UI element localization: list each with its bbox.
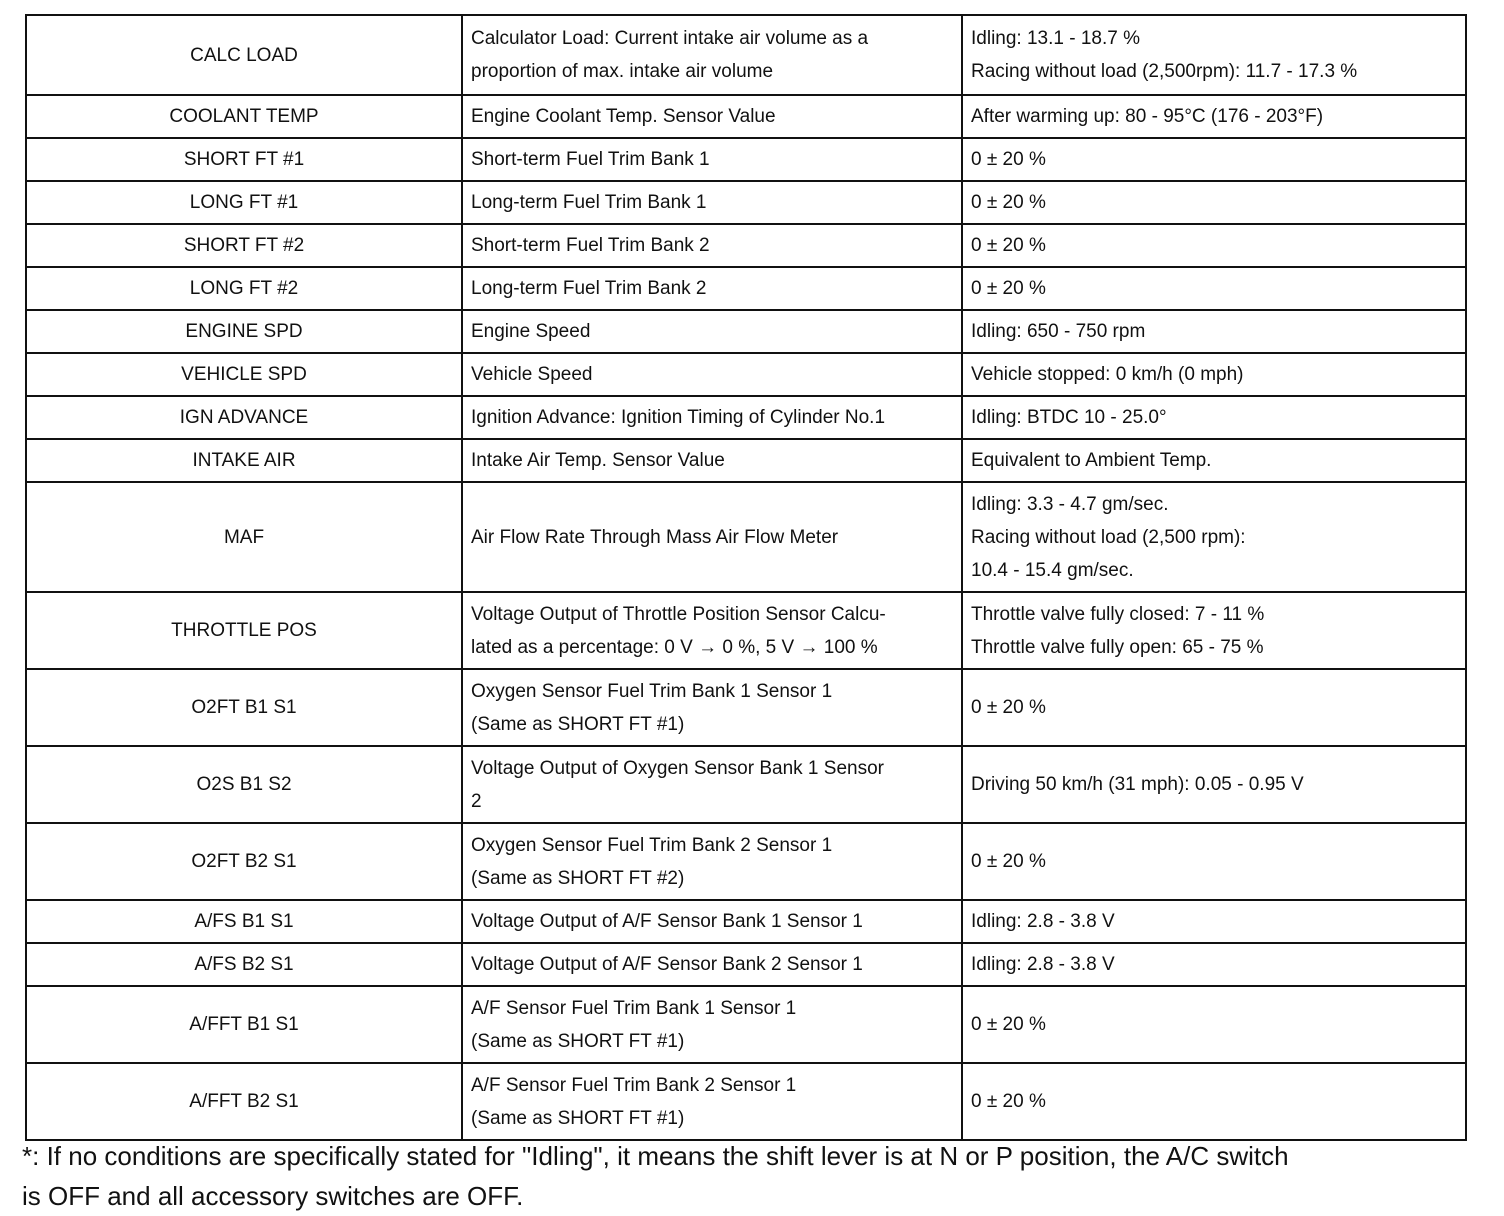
item-name: LONG FT #2	[189, 278, 299, 299]
footnote-line: *: If no conditions are specifically stated for "Idling", it means the shift lever is at N or P position, the A/C switch	[22, 1141, 1289, 1171]
description-cell	[462, 482, 962, 592]
description-cell	[462, 943, 962, 986]
item-name-cell	[26, 224, 462, 267]
description-cell	[462, 746, 962, 823]
description-line: Voltage Output of Oxygen Sensor Bank 1 Sensor	[471, 757, 884, 779]
description-line: Air Flow Rate Through Mass Air Flow Meter	[471, 526, 839, 548]
table-row	[26, 482, 1466, 592]
normal-condition-cell	[962, 95, 1466, 138]
description-cell	[462, 1063, 962, 1140]
description-line: Long-term Fuel Trim Bank 1	[471, 192, 707, 213]
normal-condition-cell	[962, 823, 1466, 900]
table-row	[26, 396, 1466, 439]
description-line: Oxygen Sensor Fuel Trim Bank 1 Sensor 1	[471, 680, 833, 702]
normal-condition-line: 0 ± 20 %	[971, 697, 1046, 718]
description-cell	[462, 353, 962, 396]
item-name: VEHICLE SPD	[181, 364, 307, 385]
item-name: O2FT B2 S1	[191, 851, 297, 872]
description-cell	[462, 986, 962, 1063]
item-name: THROTTLE POS	[171, 620, 317, 641]
item-name: CALC LOAD	[190, 44, 298, 66]
item-name-cell	[26, 95, 462, 138]
description-line: Intake Air Temp. Sensor Value	[471, 450, 725, 471]
description-cell	[462, 592, 962, 669]
normal-condition-line: After warming up: 80 - 95°C (176 - 203°F)	[971, 106, 1324, 127]
item-name-cell	[26, 592, 462, 669]
normal-condition-line: 0 ± 20 %	[971, 1091, 1046, 1112]
description-line: proportion of max. intake air volume	[471, 61, 774, 82]
table-body	[26, 15, 1466, 1140]
normal-condition-line: 0 ± 20 %	[971, 235, 1046, 256]
item-name-cell	[26, 138, 462, 181]
table-row	[26, 823, 1466, 900]
description-line: A/F Sensor Fuel Trim Bank 2 Sensor 1	[471, 1074, 797, 1096]
table-row	[26, 900, 1466, 943]
item-name-cell	[26, 439, 462, 482]
item-name: COOLANT TEMP	[169, 106, 319, 127]
normal-condition-line: Idling: BTDC 10 - 25.0°	[971, 407, 1167, 428]
item-name: A/FS B1 S1	[194, 911, 294, 932]
item-name: ENGINE SPD	[185, 321, 303, 342]
normal-condition-cell	[962, 310, 1466, 353]
description-cell	[462, 310, 962, 353]
description-line: lated as a percentage: 0 V → 0 %, 5 V → 100 %	[471, 636, 878, 658]
table-row	[26, 267, 1466, 310]
item-name: IGN ADVANCE	[179, 407, 309, 428]
normal-condition-line: 0 ± 20 %	[971, 851, 1046, 872]
description-cell	[462, 138, 962, 181]
normal-condition-cell	[962, 943, 1466, 986]
description-cell	[462, 439, 962, 482]
normal-condition-line: 0 ± 20 %	[971, 149, 1046, 170]
normal-condition-line: Idling: 650 - 750 rpm	[971, 321, 1146, 342]
item-name: O2S B1 S2	[196, 774, 292, 795]
table-row	[26, 592, 1466, 669]
normal-condition-line: 10.4 - 15.4 gm/sec.	[971, 559, 1134, 581]
normal-condition-cell	[962, 986, 1466, 1063]
normal-condition-line: Idling: 13.1 - 18.7 %	[971, 28, 1140, 49]
normal-condition-cell	[962, 669, 1466, 746]
item-name: A/FS B2 S1	[194, 954, 294, 975]
description-cell	[462, 181, 962, 224]
description-cell	[462, 267, 962, 310]
description-cell	[462, 95, 962, 138]
description-cell	[462, 669, 962, 746]
table-row	[26, 224, 1466, 267]
item-name-cell	[26, 482, 462, 592]
table-row	[26, 439, 1466, 482]
normal-condition-line: Racing without load (2,500rpm): 11.7 - 17.3 %	[971, 61, 1358, 82]
normal-condition-line: 0 ± 20 %	[971, 1014, 1046, 1035]
table-row	[26, 15, 1466, 95]
item-name: INTAKE AIR	[192, 450, 296, 471]
description-cell	[462, 396, 962, 439]
table-row	[26, 310, 1466, 353]
description-cell	[462, 823, 962, 900]
table-row	[26, 669, 1466, 746]
normal-condition-line: Idling: 3.3 - 4.7 gm/sec.	[971, 493, 1169, 515]
data-list-table	[25, 14, 1467, 1141]
table-row	[26, 353, 1466, 396]
item-name-cell	[26, 943, 462, 986]
description-line: Short-term Fuel Trim Bank 1	[471, 149, 710, 170]
description-line: (Same as SHORT FT #2)	[471, 867, 685, 889]
item-name: A/FFT B2 S1	[189, 1091, 299, 1112]
normal-condition-cell	[962, 592, 1466, 669]
item-name: O2FT B1 S1	[191, 697, 297, 718]
description-line: Voltage Output of A/F Sensor Bank 2 Sensor 1	[471, 954, 863, 975]
item-name-cell	[26, 900, 462, 943]
normal-condition-cell	[962, 181, 1466, 224]
normal-condition-line: Idling: 2.8 - 3.8 V	[971, 911, 1115, 932]
normal-condition-line: Driving 50 km/h (31 mph): 0.05 - 0.95 V	[971, 774, 1304, 795]
description-line: Ignition Advance: Ignition Timing of Cylinder No.1	[471, 407, 886, 428]
item-name-cell	[26, 1063, 462, 1140]
description-line: Oxygen Sensor Fuel Trim Bank 2 Sensor 1	[471, 834, 833, 856]
normal-condition-cell	[962, 15, 1466, 95]
item-name-cell	[26, 823, 462, 900]
item-name-cell	[26, 15, 462, 95]
table-row	[26, 181, 1466, 224]
item-name-cell	[26, 396, 462, 439]
normal-condition-cell	[962, 224, 1466, 267]
description-line: (Same as SHORT FT #1)	[471, 1107, 685, 1129]
normal-condition-cell	[962, 1063, 1466, 1140]
description-line: Vehicle Speed	[471, 364, 593, 385]
description-line: (Same as SHORT FT #1)	[471, 1030, 685, 1052]
item-name: A/FFT B1 S1	[189, 1014, 299, 1035]
item-name: SHORT FT #1	[183, 149, 305, 170]
description-line: Short-term Fuel Trim Bank 2	[471, 235, 710, 256]
normal-condition-line: Throttle valve fully closed: 7 - 11 %	[971, 603, 1265, 625]
table-row	[26, 138, 1466, 181]
normal-condition-cell	[962, 746, 1466, 823]
description-cell	[462, 900, 962, 943]
normal-condition-cell	[962, 396, 1466, 439]
table-row	[26, 986, 1466, 1063]
item-name-cell	[26, 746, 462, 823]
footnote-line: is OFF and all accessory switches are OFF.	[22, 1181, 524, 1211]
table-row	[26, 1063, 1466, 1140]
description-cell	[462, 15, 962, 95]
normal-condition-cell	[962, 267, 1466, 310]
footnote	[22, 1136, 1482, 1216]
normal-condition-line: Throttle valve fully open: 65 - 75 %	[971, 636, 1264, 658]
item-name: LONG FT #1	[189, 192, 299, 213]
normal-condition-line: Racing without load (2,500 rpm):	[971, 526, 1246, 548]
normal-condition-line: Equivalent to Ambient Temp.	[971, 450, 1212, 471]
normal-condition-cell	[962, 439, 1466, 482]
normal-condition-line: 0 ± 20 %	[971, 192, 1046, 213]
item-name-cell	[26, 310, 462, 353]
description-line: Engine Speed	[471, 321, 591, 342]
description-line: 2	[471, 790, 482, 812]
item-name-cell	[26, 986, 462, 1063]
normal-condition-cell	[962, 138, 1466, 181]
description-cell	[462, 224, 962, 267]
normal-condition-cell	[962, 900, 1466, 943]
description-line: Engine Coolant Temp. Sensor Value	[471, 106, 776, 127]
item-name-cell	[26, 669, 462, 746]
item-name: MAF	[223, 526, 265, 548]
description-line: (Same as SHORT FT #1)	[471, 713, 685, 735]
description-line: Voltage Output of A/F Sensor Bank 1 Sensor 1	[471, 911, 863, 932]
normal-condition-line: Vehicle stopped: 0 km/h (0 mph)	[971, 364, 1244, 385]
table-row	[26, 95, 1466, 138]
item-name: SHORT FT #2	[183, 235, 305, 256]
normal-condition-line: Idling: 2.8 - 3.8 V	[971, 954, 1115, 975]
table-row	[26, 943, 1466, 986]
item-name-cell	[26, 353, 462, 396]
description-line: Long-term Fuel Trim Bank 2	[471, 278, 707, 299]
normal-condition-line: 0 ± 20 %	[971, 278, 1046, 299]
description-line: A/F Sensor Fuel Trim Bank 1 Sensor 1	[471, 997, 797, 1019]
description-line: Calculator Load: Current intake air volume as a	[471, 28, 869, 49]
description-line: Voltage Output of Throttle Position Sensor Calcu-	[471, 603, 886, 625]
table-row	[26, 746, 1466, 823]
item-name-cell	[26, 267, 462, 310]
normal-condition-cell	[962, 482, 1466, 592]
normal-condition-cell	[962, 353, 1466, 396]
item-name-cell	[26, 181, 462, 224]
